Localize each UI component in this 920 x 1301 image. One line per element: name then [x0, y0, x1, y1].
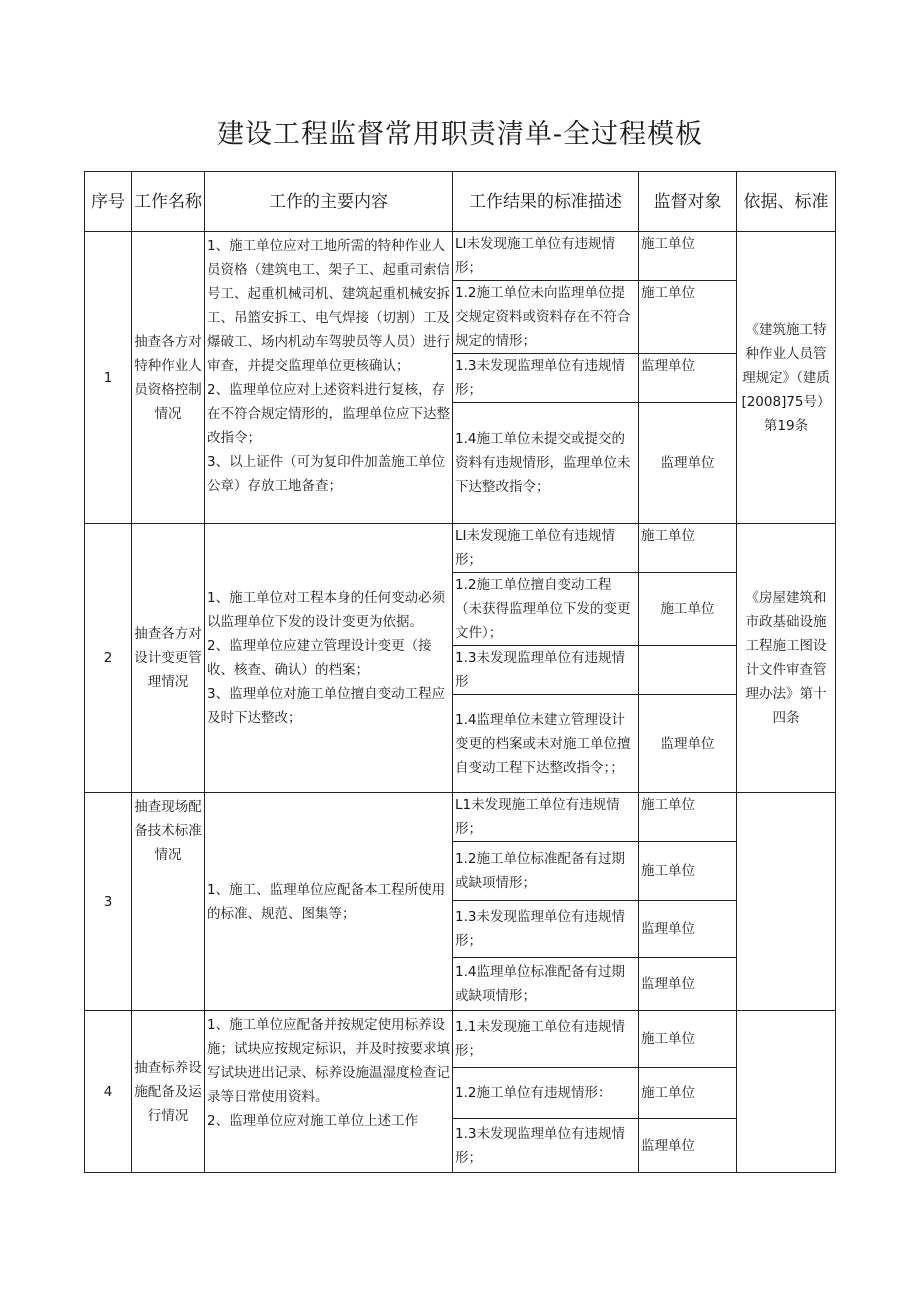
duty-table	[84, 171, 836, 1173]
table-row	[85, 232, 836, 281]
header-row	[85, 172, 836, 232]
basis: 《房屋建筑和市政基础设施工程施工图设计文件审查管理办法》第十四条	[737, 524, 836, 793]
standard-desc: LI未发现施工单位有违规情形；	[453, 232, 639, 281]
content-line: 1、施工单位对工程本身的任何变动必须以监理单位下发的设计变更为依据。	[207, 590, 446, 630]
standard-desc: 1.2施工单位有违规情形：	[453, 1068, 639, 1119]
standard-desc: 1.4监理单位标准配备有过期或缺项情形；	[453, 958, 639, 1011]
supervision-target: 施工单位	[639, 1068, 737, 1119]
content-line: 1、施工、监理单位应配备本工程所使用的标准、规范、图集等；	[207, 881, 446, 922]
header-name: 工作名称	[132, 172, 205, 232]
supervision-target: 监理单位	[639, 901, 737, 958]
supervision-target: 监理单位	[639, 354, 737, 403]
content-line: 2、监理单位应建立管理设计变更（接收、核查、确认）的档案；	[207, 638, 432, 678]
supervision-target: 施工单位	[639, 1011, 737, 1068]
standard-desc: 1.3未发现监理单位有违规情形；	[453, 1119, 639, 1173]
row-number: 4	[85, 1011, 132, 1173]
standard-desc: 1.2施工单位标准配备有过期或缺项情形；	[453, 842, 639, 901]
table-row	[85, 793, 836, 842]
work-content	[205, 793, 453, 1011]
supervision-target: 监理单位	[639, 403, 737, 524]
supervision-target: 监理单位	[639, 958, 737, 1011]
standard-desc: 1.3未发现监理单位有违规情形；	[453, 354, 639, 403]
supervision-target: 施工单位	[639, 281, 737, 354]
standard-desc: 1.4施工单位未提交或提交的资料有违规情形，监理单位未下达整改指令；	[453, 403, 639, 524]
work-name: 抽查标养设施配备及运行情况	[132, 1011, 205, 1173]
header-target: 监督对象	[639, 172, 737, 232]
standard-desc: 1.2施工单位未向监理单位提交规定资料或资料存在不符合规定的情形；	[453, 281, 639, 354]
supervision-target: 施工单位	[639, 524, 737, 573]
work-content	[205, 232, 453, 524]
table-row	[85, 1011, 836, 1068]
document-title: 建设工程监督常用职责清单-全过程模板	[216, 119, 704, 150]
standard-desc: 1.3未发现监理单位有违规情形；	[453, 901, 639, 958]
standard-desc: 1.1未发现施工单位有违规情形；	[453, 1011, 639, 1068]
header-content: 工作的主要内容	[205, 172, 453, 232]
supervision-target: 施工单位	[639, 793, 737, 842]
row-number: 2	[85, 524, 132, 793]
row-number: 1	[85, 232, 132, 524]
content-line: 3、以上证件（可为复印件加盖施工单位公章）存放工地备查；	[207, 454, 446, 494]
work-content	[205, 1011, 453, 1173]
content-line: 1、施工单位应配备并按规定使用标养设施；试块应按规定标识，并及时按要求填写试块进出记录、标养设施温湿度检查记录等日常使用资料。	[207, 1017, 450, 1105]
supervision-target: 施工单位	[639, 573, 737, 646]
standard-desc: 1.4监理单位未建立管理设计变更的档案或未对施工单位擅自变动工程下达整改指令；；	[453, 695, 639, 793]
supervision-target: 施工单位	[639, 842, 737, 901]
work-content	[205, 524, 453, 793]
basis	[737, 793, 836, 1011]
supervision-target	[639, 646, 737, 695]
basis: 《建筑施工特种作业人员管理规定》（建质[2008]75号）第19条	[737, 232, 836, 524]
content-line: 2、监理单位应对上述资料进行复核，存在不符合规定情形的，监理单位应下达整改指令；	[207, 382, 450, 446]
content-line: 3、监理单位对施工单位擅自变动工程应及时下达整改；	[207, 686, 446, 726]
supervision-target: 监理单位	[639, 695, 737, 793]
content-line: 1、施工单位应对工地所需的特种作业人员资格（建筑电工、架子工、起重司索信号工、起重机械司机、建筑起重机械安拆工、吊篮安拆工、电气焊接（切割）工及爆破工、场内机动车驾驶员等人员）进行审查，并提交监理单位更核确认；	[207, 238, 450, 374]
content-line: 2、监理单位应对施工单位上述工作	[207, 1113, 419, 1129]
basis	[737, 1011, 836, 1173]
standard-desc: LI未发现施工单位有违规情形；	[453, 524, 639, 573]
work-name: 抽查各方对特种作业人员资格控制情况	[132, 232, 205, 524]
row-number: 3	[85, 793, 132, 1011]
supervision-target: 监理单位	[639, 1119, 737, 1173]
header-basis: 依据、标准	[737, 172, 836, 232]
supervision-target: 施工单位	[639, 232, 737, 281]
header-standard: 工作结果的标准描述	[453, 172, 639, 232]
table-row	[85, 524, 836, 573]
work-name: 抽查现场配备技术标准情况	[132, 793, 205, 1011]
standard-desc: L1未发现施工单位有违规情形；	[453, 793, 639, 842]
standard-desc: 1.2施工单位擅自变动工程（未获得监理单位下发的变更文件）；	[453, 573, 639, 646]
header-no: 序号	[85, 172, 132, 232]
work-name: 抽查各方对设计变更管理情况	[132, 524, 205, 793]
standard-desc: 1.3未发现监理单位有违规情形	[453, 646, 639, 695]
